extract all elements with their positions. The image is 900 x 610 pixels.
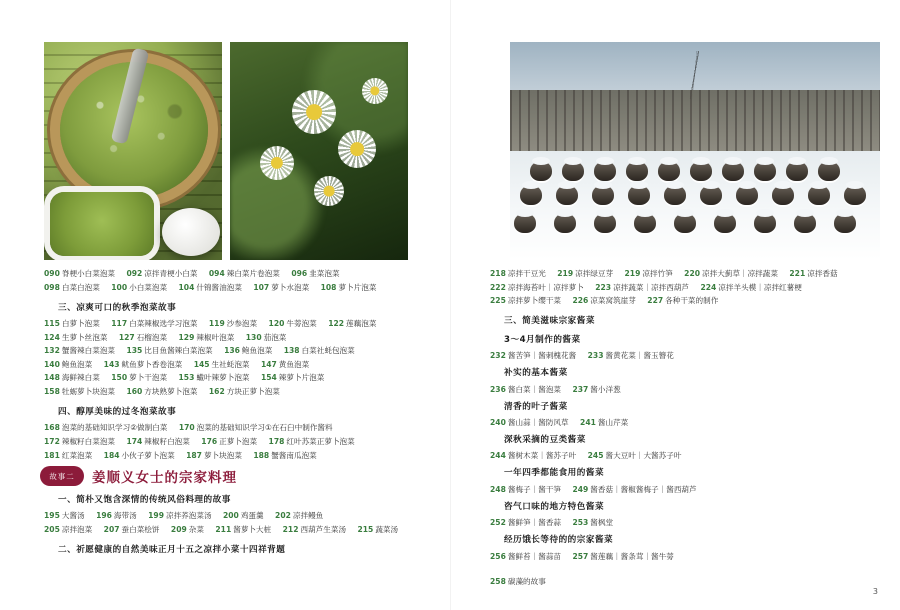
entry-title[interactable]: 酱苦笋｜酱刺槐花酱 <box>507 351 577 361</box>
toc-line <box>44 359 396 370</box>
toc-line <box>44 345 396 356</box>
entry-number: 232 <box>490 351 506 361</box>
entry-number: 195 <box>44 511 60 521</box>
entry-number: 211 <box>215 525 232 535</box>
entry-number: 138 <box>283 346 300 356</box>
entry-number: 136 <box>224 346 240 356</box>
entry-number: 098 <box>44 282 60 292</box>
entry-title[interactable]: 白菜社蚝包泡菜 <box>301 346 355 356</box>
entry-number: 205 <box>44 525 60 535</box>
entry-title[interactable]: 沙参泡菜 <box>226 319 258 329</box>
entry-title[interactable]: 杂菜 <box>188 525 204 535</box>
entry-number: 220 <box>684 269 701 278</box>
entry-number: 219 <box>624 269 641 278</box>
toc-line <box>44 282 396 293</box>
entry-number: 140 <box>44 359 60 369</box>
entry-title[interactable]: 辣萝卜片泡菜 <box>278 373 325 383</box>
toc-line <box>44 386 396 397</box>
entry-number: 236 <box>490 384 506 394</box>
entry-title[interactable]: 凉拌羊头模｜凉拌红薯梗 <box>718 282 802 292</box>
entry-number: 135 <box>126 346 143 356</box>
entry-title[interactable]: 方块正萝卜泡菜 <box>226 387 280 397</box>
entry-title[interactable]: 牛蒡泡菜 <box>286 319 317 329</box>
entry-title[interactable]: 萝卜干泡菜 <box>129 373 168 383</box>
entry-title[interactable]: 蠘叶辣萝卜泡菜 <box>196 373 250 383</box>
entry-title[interactable]: 泡菜的基础知识学习②做制白菜 <box>61 423 168 433</box>
entry-title[interactable]: 凉拌绿豆芽 <box>575 269 614 278</box>
toc-line <box>44 524 404 535</box>
entry-number: 120 <box>268 319 285 329</box>
entry-title[interactable]: 凉拌鳗鱼 <box>292 511 324 521</box>
entry-number: 130 <box>245 332 262 342</box>
entry-number: 245 <box>587 451 604 461</box>
entry-number: 107 <box>253 282 270 292</box>
entry-title[interactable]: 白菜白泡菜 <box>61 282 100 292</box>
entry-number: 154 <box>260 373 277 383</box>
entry-title[interactable]: 鸡蛋羹 <box>240 511 264 521</box>
subsection-heading: 一年四季都能食用的酱菜 <box>504 468 605 479</box>
entry-title[interactable]: 茄泡菜 <box>263 332 287 342</box>
entry-number: 209 <box>170 525 187 535</box>
snow-jars-photo <box>510 42 880 260</box>
entry-number: 237 <box>572 384 589 394</box>
entry-number: 215 <box>357 525 374 535</box>
entry-title[interactable]: 红叶苏菜正萝卜泡菜 <box>286 437 355 447</box>
entry-title[interactable]: 白萝卜泡菜 <box>61 319 100 329</box>
entry-number: 196 <box>96 511 112 521</box>
entry-title[interactable]: 海带汤 <box>113 511 137 521</box>
white-saucer <box>162 208 220 256</box>
story-badge: 故事二 <box>40 466 84 486</box>
entry-number: 202 <box>275 511 291 521</box>
entry-number: 172 <box>44 437 60 447</box>
entry-title[interactable]: 酱萝卜大桩 <box>233 525 272 535</box>
toc-line <box>490 551 862 562</box>
entry-title[interactable]: 凉拌泡菜 <box>61 525 93 535</box>
entry-title[interactable]: 牡蛎萝卜块泡菜 <box>61 387 116 397</box>
entry-title[interactable]: 酱树木菜｜酱苏子叶 <box>507 451 577 461</box>
entry-title[interactable]: 凉拌蔬菜｜凉拌西葫芦 <box>613 282 690 292</box>
toc-line <box>490 350 862 361</box>
toc-line <box>44 450 396 461</box>
entry-number: 158 <box>44 387 60 397</box>
left-toc <box>44 268 396 463</box>
entry-number: 115 <box>44 319 60 329</box>
entry-number: 199 <box>148 511 164 521</box>
entry-number: 170 <box>178 423 195 433</box>
entry-number: 090 <box>44 269 60 278</box>
toc-line <box>490 450 862 461</box>
toc-line <box>490 576 862 587</box>
right-page <box>450 0 900 610</box>
forest-region <box>510 90 880 155</box>
entry-title[interactable]: 大酱汤 <box>61 511 85 521</box>
entry-title[interactable]: 凉拌青梗小白菜 <box>144 269 198 278</box>
entry-number: 104 <box>178 282 195 292</box>
entry-title[interactable]: 方块熟萝卜泡菜 <box>144 387 198 397</box>
entry-number: 160 <box>126 387 143 397</box>
entry-number: 108 <box>320 282 337 292</box>
entry-title[interactable]: 酱大豆叶｜大酱苏子叶 <box>605 451 682 461</box>
story-title: 姜顺义女士的宗家料理 <box>92 470 237 486</box>
entry-number: 226 <box>572 296 589 306</box>
entry-number: 252 <box>490 518 506 528</box>
entry-number: 148 <box>44 373 60 383</box>
toc-line <box>44 332 396 343</box>
entry-title[interactable]: 酱鲜笋｜酱香蒜 <box>507 518 562 528</box>
entry-number: 223 <box>595 282 612 292</box>
background-bokeh <box>230 42 408 260</box>
entry-number: 249 <box>572 484 589 494</box>
entry-number: 168 <box>44 423 60 433</box>
entry-title[interactable]: 韭菜泡菜 <box>309 269 340 278</box>
entry-title[interactable]: 黄鱼泡菜 <box>278 359 310 369</box>
left-story-toc <box>44 492 404 561</box>
entry-number: 240 <box>490 418 506 427</box>
toc-line <box>44 510 404 521</box>
daisy-icon <box>338 130 376 168</box>
toc-line <box>44 372 396 383</box>
entry-number: 248 <box>490 484 506 494</box>
jar-rows <box>510 155 880 247</box>
entry-number: 150 <box>111 373 128 383</box>
section-heading: 二、祈愿健康的自然美味正月十五之凉拌小菜十四祥背题 <box>58 545 286 556</box>
entry-title[interactable]: 白菜辣椒选学习泡菜 <box>129 319 198 329</box>
entry-title[interactable]: 辣白菜片卷泡菜 <box>226 269 280 278</box>
entry-title[interactable]: 酱黄花菜｜酱玉簪花 <box>605 351 674 361</box>
entry-title[interactable]: 酱梅子｜酱干笋 <box>507 484 562 494</box>
entry-title[interactable]: 红菜泡菜 <box>61 450 93 460</box>
entry-title[interactable]: 凉拌萝卜缨干菜 <box>507 296 562 306</box>
entry-title[interactable]: 鱿鱼萝卜香卷泡菜 <box>121 359 183 369</box>
entry-number: 227 <box>647 296 664 306</box>
entry-title[interactable]: 生社蚝泡菜 <box>211 359 250 369</box>
entry-title[interactable]: 辣椒籽白菜泡菜 <box>61 437 116 447</box>
entry-number: 092 <box>126 269 143 278</box>
entry-title[interactable]: 酱香菇｜酱椒酱梅子｜酱西葫芦 <box>590 484 697 494</box>
entry-number: 122 <box>328 319 345 329</box>
entry-number: 094 <box>208 269 225 278</box>
entry-title[interactable]: 酱鲜苔｜酱蒜苗 <box>507 551 562 561</box>
entry-number: 219 <box>557 269 574 278</box>
entry-title[interactable]: 鲍鱼泡菜 <box>61 359 93 369</box>
entry-number: 256 <box>490 551 506 561</box>
entry-number: 221 <box>789 269 806 278</box>
entry-number: 188 <box>253 450 270 460</box>
toc-line <box>44 268 396 279</box>
entry-number: 178 <box>268 437 285 447</box>
entry-title[interactable]: 蟹酱南瓜泡菜 <box>271 450 317 460</box>
entry-number: 127 <box>118 332 135 342</box>
entry-number: 222 <box>490 282 506 292</box>
entry-number: 145 <box>193 359 210 369</box>
entry-number: 119 <box>208 319 225 329</box>
entry-number: 207 <box>103 525 120 535</box>
daisy-icon <box>292 90 336 134</box>
entry-number: 162 <box>208 387 225 397</box>
subsection-heading: 经历饿长等待的的宗家酱菜 <box>504 535 614 546</box>
entry-title[interactable]: 凉拌大蓟草｜凉拌蔬菜 <box>702 269 778 278</box>
entry-number: 176 <box>201 437 218 447</box>
entry-title[interactable]: 酱山蒜｜酱防风草 <box>507 418 569 427</box>
entry-title[interactable]: 凉拌海苔叶｜凉拌萝卜 <box>507 282 584 292</box>
toc-line <box>490 295 862 306</box>
entry-number: 174 <box>126 437 143 447</box>
section-heading: 四、醇厚美味的过冬泡菜故事 <box>58 407 177 418</box>
peas-basket-photo <box>44 42 222 260</box>
pea-bowl <box>50 192 154 256</box>
subsection-heading: 咨气口味的地方特色酱菜 <box>504 501 605 512</box>
toc-line <box>490 384 862 395</box>
entry-title[interactable]: 生萝卜丝泡菜 <box>61 332 108 342</box>
entry-number: 200 <box>222 511 239 521</box>
toc-line <box>490 517 862 528</box>
section-heading: 三、凉爽可口的秋季泡菜故事 <box>58 302 177 313</box>
entry-number: 147 <box>260 359 277 369</box>
entry-number: 129 <box>178 332 195 342</box>
subsection-heading: 清香的叶子酱菜 <box>504 401 568 412</box>
entry-number: 117 <box>111 319 128 329</box>
entry-title[interactable]: 蟹酱辣白菜泡菜 <box>61 346 116 356</box>
section-heading: 三、简美滋味宗家酱菜 <box>504 316 595 327</box>
entry-number: 258 <box>490 576 506 586</box>
daisy-icon <box>260 146 294 180</box>
toc-line <box>44 318 396 329</box>
entry-number: 184 <box>103 450 120 460</box>
entry-title[interactable]: 辣椒籽白泡菜 <box>144 437 190 447</box>
entry-number: 132 <box>44 346 60 356</box>
entry-title[interactable]: 各种干菜的制作 <box>665 296 719 306</box>
entry-title[interactable]: 正萝卜泡菜 <box>219 437 258 447</box>
toc-line <box>490 282 862 293</box>
entry-number: 143 <box>103 359 120 369</box>
toc-line <box>44 436 396 447</box>
entry-title[interactable]: 碳藻的故事 <box>507 576 546 586</box>
entry-title[interactable]: 凉拌荞泡菜汤 <box>165 511 212 521</box>
subsection-heading: 补实的基本酱菜 <box>504 368 568 379</box>
toc-line <box>490 268 862 279</box>
left-photo-row <box>44 42 408 260</box>
entry-title[interactable]: 萝卜片泡菜 <box>338 282 377 292</box>
entry-title[interactable]: 小伙子萝卜泡菜 <box>121 450 175 460</box>
entry-title[interactable]: 酱小洋葱 <box>590 384 621 394</box>
entry-title[interactable]: 酱白菜｜酱泡菜 <box>507 384 562 394</box>
entry-title[interactable]: 蔬菜汤 <box>375 525 399 535</box>
entry-title[interactable]: 萝卜块泡菜 <box>203 450 242 460</box>
entry-title[interactable]: 辣椒叶泡菜 <box>196 332 235 342</box>
daisy-icon <box>362 78 388 104</box>
toc-line <box>490 484 862 495</box>
toc-line <box>490 417 862 428</box>
entry-title[interactable]: 萝卜水泡菜 <box>271 282 310 292</box>
entry-number: 096 <box>291 269 308 278</box>
entry-title[interactable]: 酱莲藕｜酱条茸｜酱牛蒡 <box>590 551 674 561</box>
entry-title[interactable]: 海鲜辣白菜 <box>61 373 100 383</box>
entry-title[interactable]: 酱山芹菜 <box>597 418 629 427</box>
entry-number: 124 <box>44 332 60 342</box>
right-toc <box>490 268 862 589</box>
entry-number: 241 <box>580 418 596 427</box>
entry-title[interactable]: 凉拌干豆光 <box>507 269 546 278</box>
entry-number: 181 <box>44 450 60 460</box>
entry-title[interactable]: 比目鱼酱辣白菜泡菜 <box>144 346 213 356</box>
entry-title[interactable]: 鲍鱼泡菜 <box>241 346 273 356</box>
entry-number: 187 <box>186 450 202 460</box>
entry-title[interactable]: 蚕白菜桧饼 <box>121 525 160 535</box>
section-heading: 一、简朴又饱含深情的传统风俗料理的故事 <box>58 495 231 505</box>
entry-number: 218 <box>490 269 506 278</box>
entry-title[interactable]: 什锦酱油泡菜 <box>196 282 242 292</box>
entry-number: 244 <box>490 451 506 461</box>
entry-title[interactable]: 凉拌香菇 <box>807 269 838 278</box>
daisy-icon <box>314 176 344 206</box>
entry-number: 225 <box>490 296 506 306</box>
entry-title[interactable]: 脊梗小白菜泡菜 <box>61 269 116 278</box>
entry-number: 100 <box>111 282 128 292</box>
entry-title[interactable]: 小白菜泡菜 <box>129 282 168 292</box>
entry-title[interactable]: 凉拌竹笋 <box>642 269 673 278</box>
entry-title[interactable]: 莲藕泡菜 <box>346 319 377 329</box>
entry-title[interactable]: 泡菜的基础知识学习①在石臼中制作酱料 <box>196 423 333 433</box>
entry-title[interactable]: 酱枫堂 <box>590 518 614 528</box>
entry-number: 224 <box>700 282 717 292</box>
entry-number: 233 <box>587 351 604 361</box>
entry-number: 212 <box>282 525 299 535</box>
entry-number: 257 <box>572 551 589 561</box>
entry-number: 253 <box>572 518 589 528</box>
page-number: 3 <box>872 587 878 596</box>
entry-title[interactable]: 石榴泡菜 <box>136 332 168 342</box>
toc-line <box>44 422 396 433</box>
entry-number: 153 <box>178 373 195 383</box>
subsection-heading: 深秋采摘的豆类酱菜 <box>504 435 586 445</box>
daisy-flowers-photo <box>230 42 408 260</box>
subsection-heading: 3～4月制作的酱菜 <box>504 334 581 345</box>
entry-title[interactable]: 西葫芦生菜汤 <box>300 525 347 535</box>
entry-title[interactable]: 凉菜窝筑崖芽 <box>590 296 636 306</box>
